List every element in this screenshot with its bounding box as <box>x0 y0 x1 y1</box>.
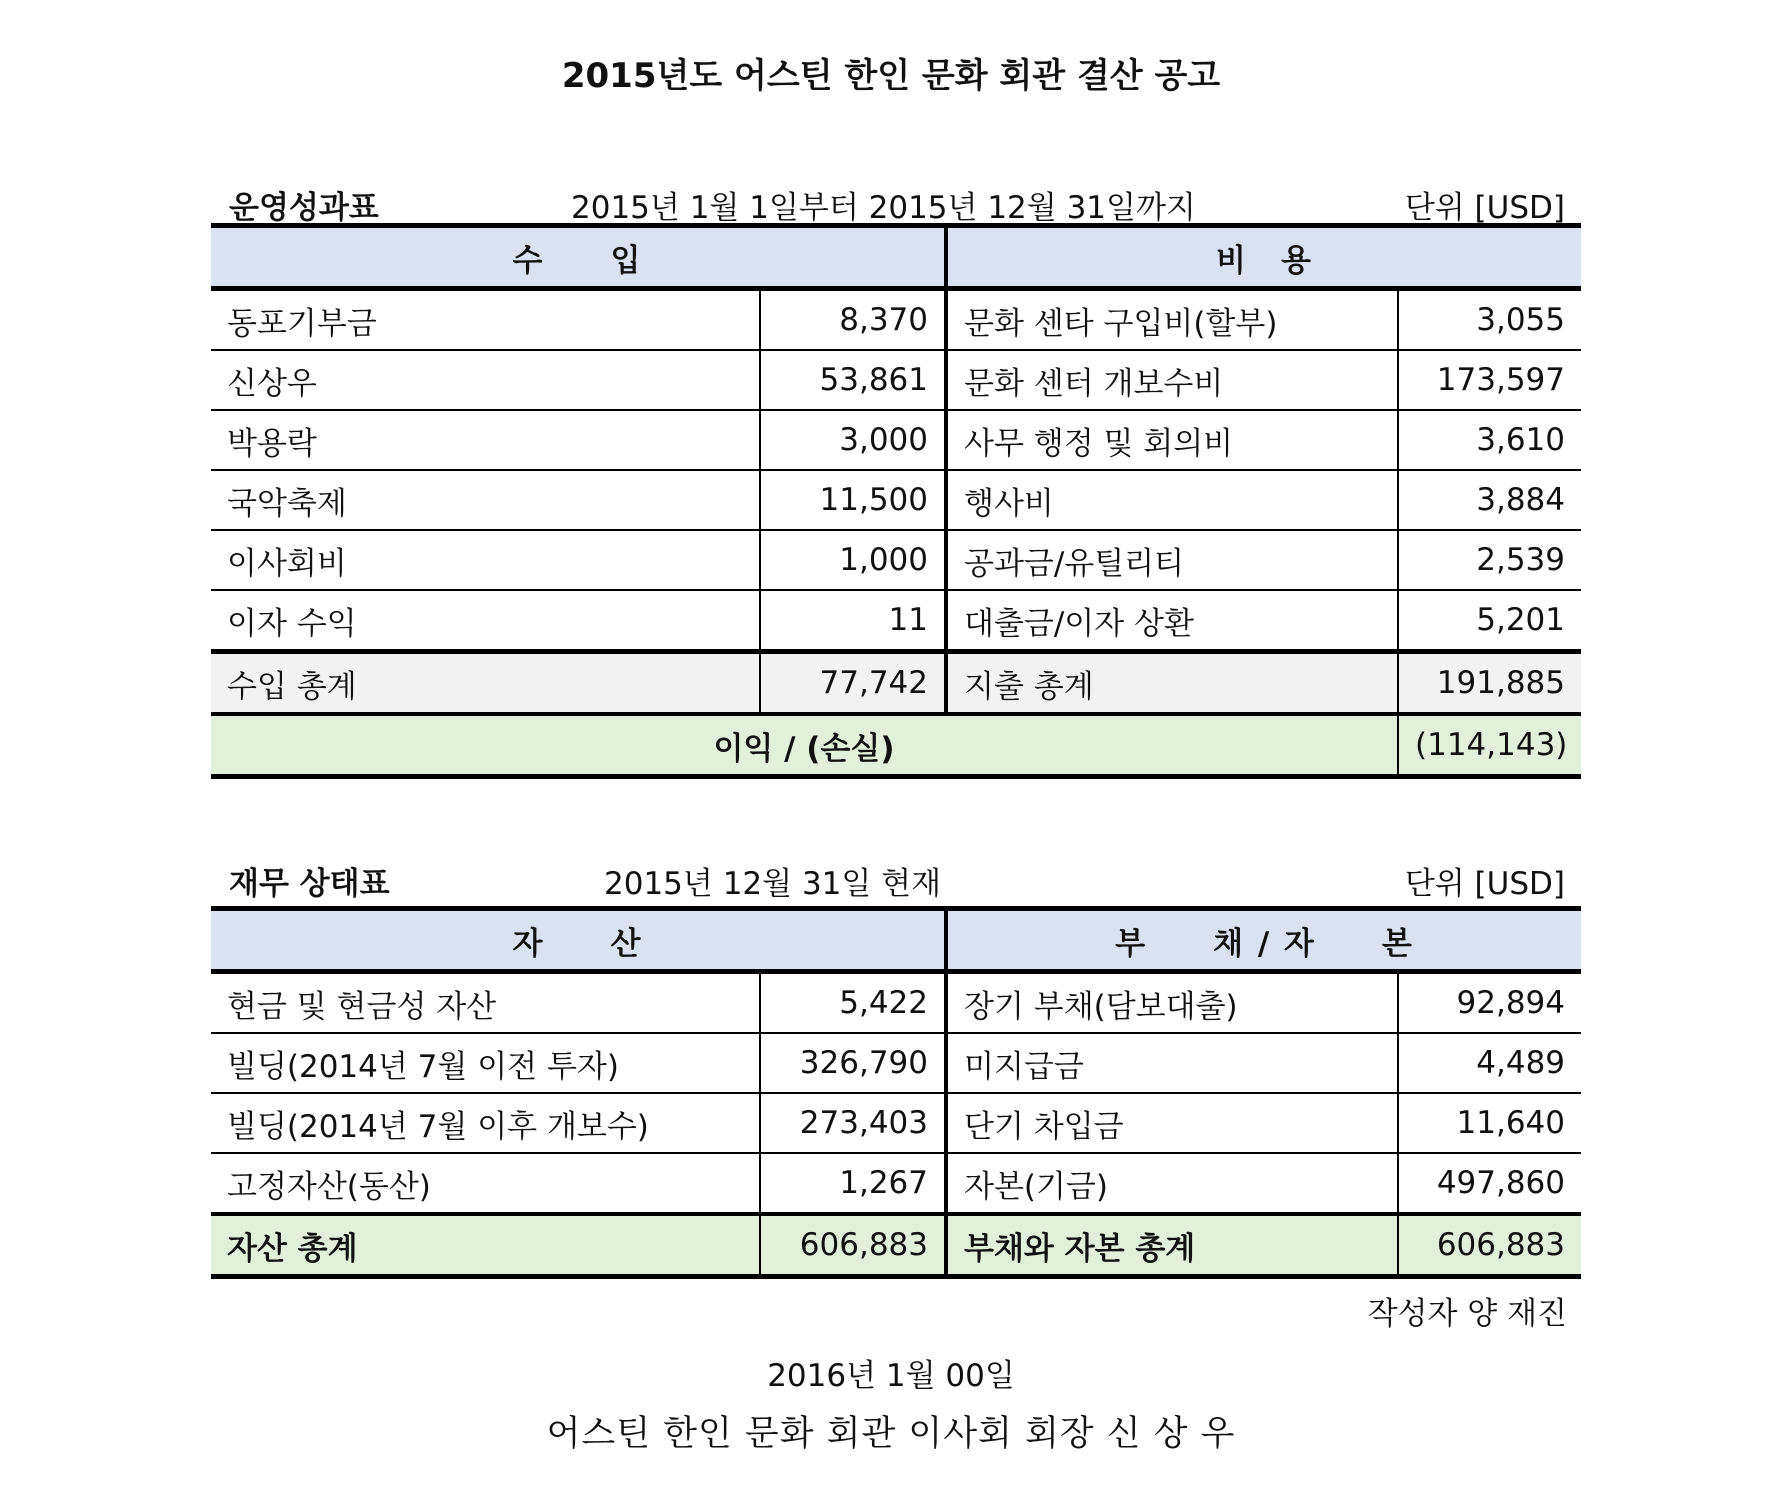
revenue-item: 이자 수익 <box>211 590 760 652</box>
table-row <box>211 410 1581 470</box>
expense-amount: 3,884 <box>1398 470 1581 530</box>
expense-amount: 3,610 <box>1398 410 1581 470</box>
table-row <box>211 470 1581 530</box>
revenue-amount: 3,000 <box>760 410 946 470</box>
expense-item: 문화 센타 구입비(할부) <box>946 289 1398 351</box>
revenue-amount: 11,500 <box>760 470 946 530</box>
asset-item: 빌딩(2014년 7월 이후 개보수) <box>211 1093 760 1153</box>
expense-amount: 2,539 <box>1398 530 1581 590</box>
table-row <box>211 714 1581 777</box>
profit-loss-label: 이익 / (손실) <box>211 714 1398 777</box>
revenue-amount: 8,370 <box>760 289 946 351</box>
table-header-row <box>211 226 1581 289</box>
report-date: 2016년 1월 00일 <box>767 1358 1015 1394</box>
table-row <box>211 1093 1581 1153</box>
revenue-item: 국악축제 <box>211 470 760 530</box>
table-row <box>211 530 1581 590</box>
table-row <box>211 652 1581 715</box>
asset-amount: 5,422 <box>760 972 946 1034</box>
liability-equity-total: 606,883 <box>1398 1214 1581 1277</box>
table-row <box>211 289 1581 351</box>
liability-amount: 497,860 <box>1398 1153 1581 1214</box>
asset-total-label: 자산 총계 <box>211 1214 760 1277</box>
unit: 단위 [USD] <box>1404 190 1565 226</box>
asset-total: 606,883 <box>760 1214 946 1277</box>
balance-sheet-heading <box>211 858 1581 902</box>
revenue-header: 수 입 <box>211 226 946 289</box>
table-header-row <box>211 909 1581 972</box>
section-name: 운영성과표 <box>229 190 379 226</box>
expense-item: 행사비 <box>946 470 1398 530</box>
liability-amount: 92,894 <box>1398 972 1581 1034</box>
expense-amount: 173,597 <box>1398 350 1581 410</box>
asset-item: 현금 및 현금성 자산 <box>211 972 760 1034</box>
income-statement-heading <box>211 182 1581 226</box>
signatory: 어스틴 한인 문화 회관 이사회 회장 신 상 우 <box>546 1414 1236 1454</box>
period: 2015년 1월 1일부터 2015년 12월 31일까지 <box>571 190 1196 226</box>
revenue-item: 이사회비 <box>211 530 760 590</box>
liability-equity-header: 부 채 / 자 본 <box>946 909 1581 972</box>
expense-total: 191,885 <box>1398 652 1581 715</box>
expense-amount: 3,055 <box>1398 289 1581 351</box>
expense-item: 대출금/이자 상환 <box>946 590 1398 652</box>
revenue-amount: 53,861 <box>760 350 946 410</box>
asset-amount: 326,790 <box>760 1033 946 1093</box>
balance-sheet-table <box>211 906 1581 1279</box>
liability-item: 장기 부채(담보대출) <box>946 972 1398 1034</box>
table-row <box>211 350 1581 410</box>
table-row <box>211 1153 1581 1214</box>
asset-header: 자 산 <box>211 909 946 972</box>
table-row <box>211 1033 1581 1093</box>
section-name: 재무 상태표 <box>229 866 390 902</box>
asset-amount: 273,403 <box>760 1093 946 1153</box>
table-row <box>211 1214 1581 1277</box>
expense-item: 문화 센터 개보수비 <box>946 350 1398 410</box>
expense-header: 비 용 <box>946 226 1581 289</box>
revenue-item: 박용락 <box>211 410 760 470</box>
expense-total-label: 지출 총계 <box>946 652 1398 715</box>
liability-item: 단기 차입금 <box>946 1093 1398 1153</box>
asset-item: 빌딩(2014년 7월 이전 투자) <box>211 1033 760 1093</box>
asset-amount: 1,267 <box>760 1153 946 1214</box>
revenue-item: 동포기부금 <box>211 289 760 351</box>
revenue-total-label: 수입 총계 <box>211 652 760 715</box>
revenue-total: 77,742 <box>760 652 946 715</box>
unit: 단위 [USD] <box>1404 866 1565 902</box>
liability-amount: 11,640 <box>1398 1093 1581 1153</box>
liability-equity-total-label: 부채와 자본 총계 <box>946 1214 1398 1277</box>
revenue-amount: 1,000 <box>760 530 946 590</box>
income-statement-table <box>211 223 1581 779</box>
period: 2015년 12월 31일 현재 <box>604 866 942 902</box>
revenue-amount: 11 <box>760 590 946 652</box>
expense-item: 사무 행정 및 회의비 <box>946 410 1398 470</box>
revenue-item: 신상우 <box>211 350 760 410</box>
table-row <box>211 590 1581 652</box>
profit-loss-amount: (114,143) <box>1398 714 1581 777</box>
document-title: 2015년도 어스틴 한인 문화 회관 결산 공고 <box>561 56 1221 96</box>
liability-amount: 4,489 <box>1398 1033 1581 1093</box>
asset-item: 고정자산(동산) <box>211 1153 760 1214</box>
liability-item: 미지급금 <box>946 1033 1398 1093</box>
author: 작성자 양 재진 <box>1367 1296 1567 1332</box>
liability-item: 자본(기금) <box>946 1153 1398 1214</box>
expense-item: 공과금/유틸리티 <box>946 530 1398 590</box>
expense-amount: 5,201 <box>1398 590 1581 652</box>
table-row <box>211 972 1581 1034</box>
